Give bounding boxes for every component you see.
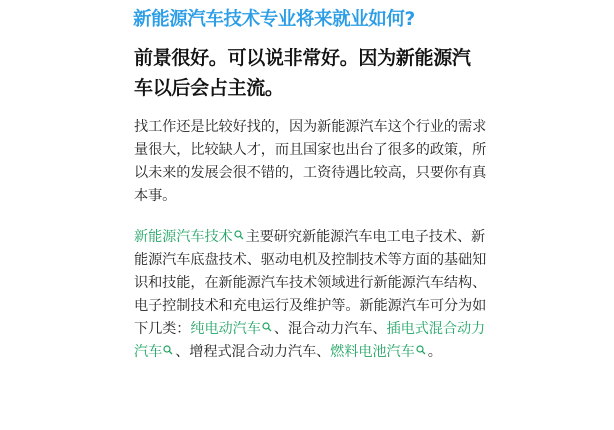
paragraph-text: 、增程式混合动力汽车、 xyxy=(175,344,331,360)
keyword-link-new-energy-tech[interactable] xyxy=(134,229,246,245)
search-icon xyxy=(234,230,244,240)
question-title[interactable]: 新能源汽车技术专业将来就业如何? xyxy=(133,9,415,30)
search-icon xyxy=(416,345,426,355)
answer-card xyxy=(113,0,501,430)
paragraph-text: 。 xyxy=(427,344,442,360)
search-icon xyxy=(262,322,272,332)
answer-paragraph-1: 找工作还是比较好找的，因为新能源汽车这个行业的需求量很大，比较缺人才，而且国家也出台了很多的政策，所以未来的发展会很不错的，工资待遇比较高，只要你有真本事。 xyxy=(134,119,487,204)
search-icon xyxy=(163,345,173,355)
answer-paragraph-2 xyxy=(134,226,490,364)
keyword-link-fuel-cell[interactable] xyxy=(330,344,428,360)
keyword-link-label: 纯电动汽车 xyxy=(190,321,261,337)
keyword-link-label: 燃料电池汽车 xyxy=(330,344,415,360)
paragraph-text: 主要研究新能源汽车电工电子技术、新能源汽车底盘技术、驱动电机及控制技术等方面的基础知识和技能，在新能源汽车技术领域进行新能源汽车结构、电子控制技术和充电运行及维护等。新能源汽车可分为如下几类： xyxy=(134,229,487,337)
paragraph-text: 、混合动力汽车、 xyxy=(273,321,387,337)
answer-headline: 前景很好。可以说非常好。因为新能源汽车以后会占主流。 xyxy=(134,47,471,99)
keyword-link-label: 新能源汽车技术 xyxy=(134,229,233,245)
keyword-link-pure-electric[interactable] xyxy=(190,321,273,337)
keyword-link-label: 插电式混合动力汽车 xyxy=(134,321,486,360)
